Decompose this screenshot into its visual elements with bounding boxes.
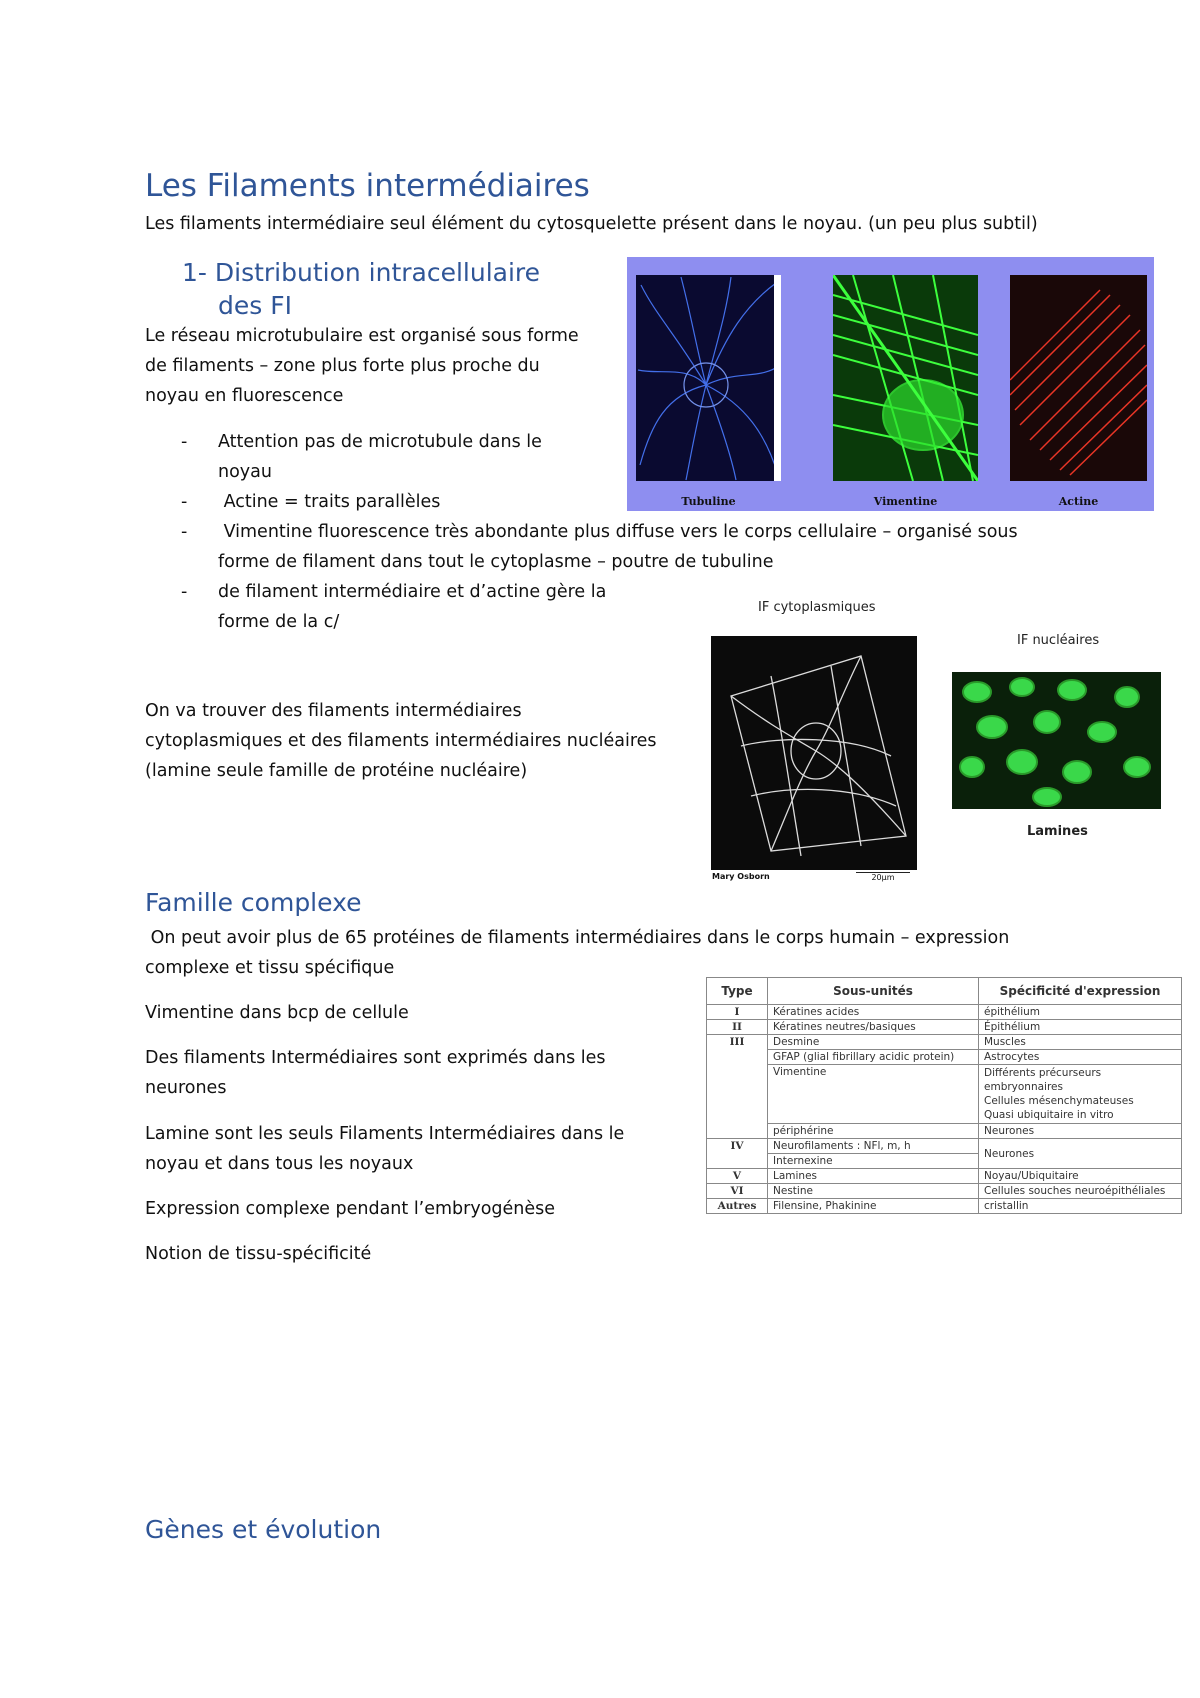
table-cell: VI bbox=[707, 1184, 768, 1199]
section1-paragraph bbox=[145, 321, 579, 411]
bullet-dash: - bbox=[181, 492, 188, 512]
section3-heading: Gènes et évolution bbox=[145, 1515, 382, 1544]
figure-credit: Mary Osborn bbox=[712, 872, 770, 881]
text-line: Actine = traits parallèles bbox=[218, 492, 441, 512]
caption-tubuline: Tubuline bbox=[681, 495, 736, 508]
bullet-dash: - bbox=[181, 582, 188, 602]
table-row bbox=[707, 1050, 1182, 1065]
tubuline-image bbox=[636, 275, 781, 481]
table-row bbox=[707, 1139, 1182, 1154]
table-cell: Desmine bbox=[768, 1035, 979, 1050]
label-lamines: Lamines bbox=[1027, 824, 1088, 839]
table-cell: Vimentine bbox=[768, 1065, 979, 1124]
page-title: Les Filaments intermédiaires bbox=[145, 168, 590, 204]
table-cell: Neurofilaments : NFl, m, h bbox=[768, 1139, 979, 1154]
table-cell: Lamines bbox=[768, 1169, 979, 1184]
section1-heading-line2: des FI bbox=[218, 291, 292, 320]
table-row bbox=[707, 1035, 1182, 1050]
scale-bar: 20µm bbox=[856, 872, 910, 882]
table-cell: épithélium bbox=[979, 1005, 1182, 1020]
section1-paragraph2 bbox=[145, 696, 657, 786]
section2-p1: Vimentine dans bcp de cellule bbox=[145, 1003, 409, 1023]
table-cell: IV bbox=[707, 1139, 768, 1169]
table-cell: Astrocytes bbox=[979, 1050, 1182, 1065]
section2-p4: Expression complexe pendant l’embryogénèse bbox=[145, 1199, 556, 1219]
text-line: Des filaments Intermédiaires sont exprimés dans les bbox=[145, 1048, 606, 1068]
table-cell: cristallin bbox=[979, 1199, 1182, 1214]
table-cell: V bbox=[707, 1169, 768, 1184]
label-if-nucleaires: IF nucléaires bbox=[1017, 633, 1100, 648]
table-cell: Muscles bbox=[979, 1035, 1182, 1050]
text-line: forme de filament dans tout le cytoplasme – poutre de tubuline bbox=[218, 552, 774, 572]
text-line: On peut avoir plus de 65 protéines de filaments intermédiaires dans le corps humain – expression bbox=[145, 928, 1010, 948]
nuclear-lamines-image bbox=[952, 672, 1161, 809]
section2-p2 bbox=[145, 1043, 606, 1103]
list-item bbox=[181, 517, 1118, 577]
vimentine-image bbox=[833, 275, 978, 481]
text-line: Le réseau microtubulaire est organisé sous forme bbox=[145, 326, 579, 346]
section2-intro bbox=[145, 923, 1009, 983]
cytoplasmic-if-image bbox=[711, 636, 917, 870]
table-cell: I bbox=[707, 1005, 768, 1020]
table-cell: Filensine, Phakinine bbox=[768, 1199, 979, 1214]
table-cell: GFAP (glial fibrillary acidic protein) bbox=[768, 1050, 979, 1065]
text-line: Lamine sont les seuls Filaments Intermédiaires dans le bbox=[145, 1124, 625, 1144]
text-line: noyau en fluorescence bbox=[145, 386, 344, 406]
label-if-cytoplasmiques: IF cytoplasmiques bbox=[758, 600, 876, 615]
text-line: Vimentine fluorescence très abondante plus diffuse vers le corps cellulaire – organisé sous bbox=[218, 522, 1018, 542]
caption-actine: Actine bbox=[1058, 495, 1099, 508]
table-cell: Kératines acides bbox=[768, 1005, 979, 1020]
table-header: Spécificité d'expression bbox=[979, 978, 1182, 1005]
section1-heading bbox=[182, 256, 540, 322]
table-cell: Internexine bbox=[768, 1154, 979, 1169]
table-cell: Noyau/Ubiquitaire bbox=[979, 1169, 1182, 1184]
section2-heading: Famille complexe bbox=[145, 888, 362, 917]
text-line: Attention pas de microtubule dans le bbox=[218, 432, 542, 452]
table-row bbox=[707, 1020, 1182, 1035]
table-row bbox=[707, 1184, 1182, 1199]
table-cell: III bbox=[707, 1035, 768, 1139]
text-line: (lamine seule famille de protéine nucléaire) bbox=[145, 761, 528, 781]
text-line: forme de la c/ bbox=[218, 612, 340, 632]
section2-p5: Notion de tissu-spécificité bbox=[145, 1244, 372, 1264]
table-cell: Neurones bbox=[979, 1139, 1182, 1169]
table-cell: II bbox=[707, 1020, 768, 1035]
bullet-dash: - bbox=[181, 522, 188, 542]
section2-p3 bbox=[145, 1119, 624, 1179]
text-line: complexe et tissu spécifique bbox=[145, 958, 395, 978]
actine-image bbox=[1010, 275, 1147, 481]
table-header: Type bbox=[707, 978, 768, 1005]
section1-heading-line1: 1- Distribution intracellulaire bbox=[182, 258, 541, 287]
list-item bbox=[181, 577, 1118, 637]
table-header: Sous-unités bbox=[768, 978, 979, 1005]
text-line: de filaments – zone plus forte plus proche du bbox=[145, 356, 540, 376]
table-cell: Autres bbox=[707, 1199, 768, 1214]
table-cell: Différents précurseurs embryonnaires Cellules mésenchymateuses Quasi ubiquitaire in vitro bbox=[979, 1065, 1182, 1124]
table-row bbox=[707, 1169, 1182, 1184]
table-cell: périphérine bbox=[768, 1124, 979, 1139]
text-line: noyau et dans tous les noyaux bbox=[145, 1154, 414, 1174]
text-line: noyau bbox=[218, 462, 272, 482]
table-cell: Nestine bbox=[768, 1184, 979, 1199]
text-line: On va trouver des filaments intermédiaires bbox=[145, 701, 522, 721]
filament-types-table bbox=[706, 977, 1182, 1264]
table-cell: Kératines neutres/basiques bbox=[768, 1020, 979, 1035]
table-cell: Neurones bbox=[979, 1124, 1182, 1139]
table-row bbox=[707, 1124, 1182, 1139]
text-line: neurones bbox=[145, 1078, 227, 1098]
table-row bbox=[707, 1065, 1182, 1124]
table-cell: Cellules souches neuroépithéliales bbox=[979, 1184, 1182, 1199]
intro-text: Les filaments intermédiaire seul élément du cytosquelette présent dans le noyau. (un peu plus subtil) bbox=[145, 214, 1038, 234]
table-row bbox=[707, 1005, 1182, 1020]
text-line: cytoplasmiques et des filaments intermédiaires nucléaires bbox=[145, 731, 657, 751]
table-row bbox=[707, 1199, 1182, 1214]
table-cell: Épithélium bbox=[979, 1020, 1182, 1035]
bullet-dash: - bbox=[181, 432, 188, 452]
fluorescence-figure bbox=[627, 257, 1154, 511]
caption-vimentine: Vimentine bbox=[873, 495, 938, 508]
text-line: de filament intermédiaire et d’actine gère la bbox=[218, 582, 607, 602]
